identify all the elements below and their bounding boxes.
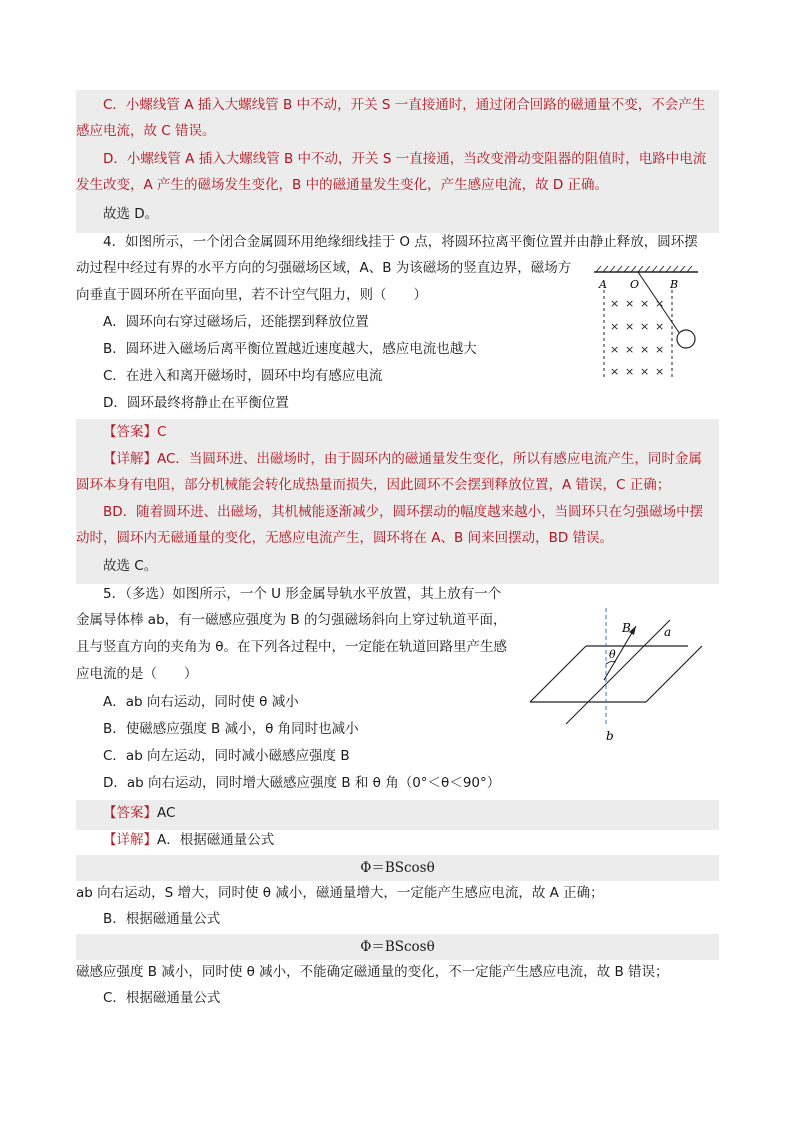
q4-pendulum-figure: [590, 262, 710, 384]
field-cross: ×: [625, 297, 635, 310]
field-cross: ×: [655, 343, 665, 356]
field-cross: ×: [610, 320, 620, 333]
answer-value: AC: [157, 805, 176, 821]
q5-stem-line1: 5．（多选）如图所示，一个 U 形金属导轨水平放置，其上放有一个: [103, 586, 502, 602]
label-a: a: [664, 625, 672, 639]
answer-tag: 【答案】: [103, 424, 157, 440]
q5-option-d: D．ab 向右运动，同时增大磁感应强度 B 和 θ 角（0°＜θ＜90°）: [103, 775, 501, 791]
q4-detail-line4: 动时，圆环内无磁通量的变化，无感应电流产生，圆环将在 A、B 间来回摆动，BD 错误。: [76, 530, 614, 546]
field-cross: ×: [610, 343, 620, 356]
q3-option-d-line2: 发生改变，A 产生的磁场发生变化，B 中的磁通量发生变化，产生感应电流，故 D 正确。: [76, 177, 609, 193]
q5-option-c: C．ab 向左运动，同时减小磁感应强度 B: [103, 748, 350, 764]
detail-text: AC．当圆环进、出磁场时，由于圆环内的磁通量发生变化，所以有感应电流产生，同时金属: [157, 451, 702, 467]
detail-tag: 【详解】: [103, 832, 157, 848]
field-cross: ×: [655, 365, 665, 378]
q3-choice: 故选 D。: [103, 206, 159, 222]
q5-detail-b2: 磁感应强度 B 减小，同时使 θ 减小，不能确定磁通量的变化，不一定能产生感应电流，故 B 错误；: [76, 964, 669, 980]
detail-tag: 【详解】: [103, 451, 157, 467]
q4-choice: 故选 C。: [103, 558, 158, 574]
q4-detail-line2: 圆环本身有电阻，部分机械能会转化成热量而损失，因此圆环不会摆到释放位置，A 错误，C 正确；: [76, 477, 671, 493]
field-cross: ×: [655, 320, 665, 333]
label-a: A: [599, 278, 607, 291]
q4-option-a: A．圆环向右穿过磁场后，还能摆到释放位置: [103, 314, 369, 330]
answer-tag: 【答案】: [103, 805, 157, 821]
field-cross: ×: [640, 365, 650, 378]
field-cross: ×: [625, 365, 635, 378]
q4-stem-line1: 4．如图所示，一个闭合金属圆环用绝缘细线挂于 O 点，将圆环拉离平衡位置并由静止释放，圆环摆: [103, 234, 698, 250]
label-b-field: B: [622, 621, 631, 635]
q3-option-c-line1: C．小螺线管 A 插入大螺线管 B 中不动，开关 S 一直接通时，通过闭合回路的磁通量不变，不会产生: [103, 97, 706, 113]
field-cross: ×: [625, 320, 635, 333]
detail-text: A．根据磁通量公式: [157, 832, 275, 848]
label-o: O: [630, 278, 640, 291]
formula-flux-1: Φ＝BScosθ: [360, 860, 435, 876]
q5-detail-a: [103, 827, 274, 853]
q4-option-c: C．在进入和离开磁场时，圆环中均有感应电流: [103, 368, 383, 384]
q3-option-c-line2: 感应电流，故 C 错误。: [76, 123, 216, 139]
field-cross: ×: [625, 343, 635, 356]
q5-stem-line3: 且与竖直方向的夹角为 θ。在下列各过程中，一定能在轨道回路里产生感: [76, 639, 508, 655]
q5-stem-line2: 金属导体棒 ab，有一磁感应强度为 B 的匀强磁场斜向上穿过轨道平面，: [76, 612, 507, 628]
label-b: b: [606, 729, 614, 743]
field-cross: ×: [655, 297, 665, 310]
q4-answer: [103, 419, 166, 445]
q5-answer: [103, 800, 175, 826]
q3-option-d-line1: D．小螺线管 A 插入大螺线管 B 中不动，开关 S 一直接通，当改变滑动变阻器的阻值时，电路中电流: [103, 151, 707, 167]
answer-value: C: [157, 424, 167, 440]
q4-stem-line3: 向垂直于圆环所在平面向里，若不计空气阻力，则（ ）: [76, 287, 427, 303]
q5-detail-c: C．根据磁通量公式: [103, 990, 221, 1006]
q4-detail-line1: [103, 446, 702, 472]
q4-detail-line3: BD．随着圆环进、出磁场，其机械能逐渐减少，圆环摆动的幅度越来越小，当圆环只在匀强磁场中摆: [103, 504, 704, 520]
field-cross: ×: [610, 297, 620, 310]
q5-detail-b: B．根据磁通量公式: [103, 911, 221, 927]
q4-stem-line2: 动过程中经过有界的水平方向的匀强磁场区域，A、B 为该磁场的竖直边界，磁场方: [76, 260, 572, 276]
field-cross: ×: [610, 365, 620, 378]
field-cross: ×: [640, 297, 650, 310]
q4-option-b: B．圆环进入磁场后离平衡位置越近速度越大，感应电流也越大: [103, 341, 477, 357]
q5-detail-a2: ab 向右运动，S 增大，同时使 θ 减小，磁通量增大，一定能产生感应电流，故 A 正确；: [76, 885, 604, 901]
label-b: B: [670, 278, 679, 291]
q5-rail-figure: [528, 606, 712, 746]
q5-option-a: A．ab 向右运动，同时使 θ 减小: [103, 694, 299, 710]
q4-option-d: D．圆环最终将静止在平衡位置: [103, 395, 289, 411]
field-cross: ×: [640, 343, 650, 356]
field-cross: ×: [640, 320, 650, 333]
q5-stem-line4: 应电流的是（ ）: [76, 666, 198, 682]
formula-flux-2: Φ＝BScosθ: [360, 939, 435, 955]
label-theta: θ: [609, 648, 616, 661]
q5-option-b: B．使磁感应强度 B 减小，θ 角同时也减小: [103, 721, 359, 737]
